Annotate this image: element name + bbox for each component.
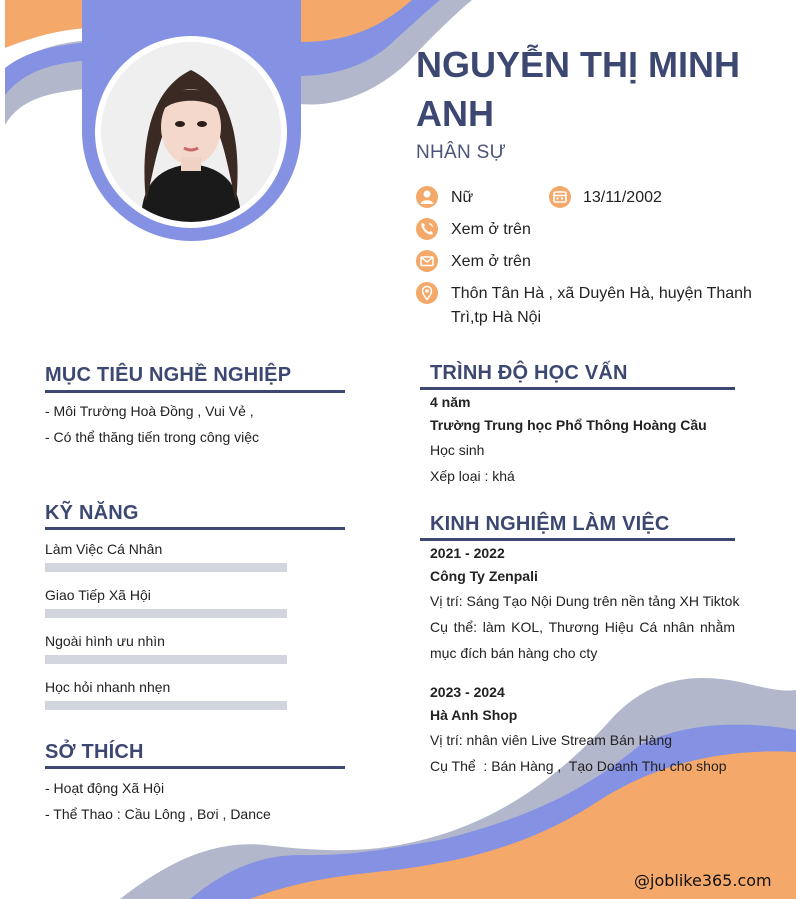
objective-item: - Môi Trường Hoà Đồng , Vui Vẻ , <box>45 403 254 419</box>
job-position: Vị trí: nhân viên Live Stream Bán Hàng <box>430 732 673 748</box>
education-heading: TRÌNH ĐỘ HỌC VẤN <box>430 362 628 384</box>
skill-label: Giao Tiếp Xã Hội <box>45 587 151 603</box>
job-detail: Cụ Thể : Bán Hàng , Tạo Doanh Thu cho shop <box>430 758 727 774</box>
education-school: Trường Trung học Phổ Thông Hoàng Cầu <box>430 417 707 433</box>
education-grade: Xếp loại : khá <box>430 468 515 484</box>
calendar-icon <box>549 186 571 208</box>
education-role: Học sinh <box>430 442 485 458</box>
skill-label: Làm Việc Cá Nhân <box>45 541 163 557</box>
skill-label: Ngoài hình ưu nhìn <box>45 633 165 649</box>
job-company: Công Ty Zenpali <box>430 568 538 584</box>
phone-value: Xem ở trên <box>451 221 531 238</box>
job-company: Hà Anh Shop <box>430 707 518 723</box>
email-icon <box>416 250 438 272</box>
skill-bar <box>45 609 287 618</box>
location-pin-icon <box>416 282 438 304</box>
profile-photo <box>101 42 281 222</box>
objective-item: - Có thể thăng tiến trong công việc <box>45 429 260 445</box>
job-period: 2023 - 2024 <box>430 684 505 700</box>
experience-heading: KINH NGHIỆM LÀM VIỆC <box>430 513 670 535</box>
job-detail: Cụ thể: làm KOL, Thương Hiệu Cá nhân nhằm <box>430 619 735 635</box>
skill-bar <box>45 701 287 710</box>
address-line-2: Trì,tp Hà Nội <box>451 309 542 326</box>
gender-value: Nữ <box>451 189 474 206</box>
site-watermark: @joblike365.com <box>634 871 772 890</box>
skill-bar <box>45 655 287 664</box>
skill-label: Học hỏi nhanh nhẹn <box>45 679 171 695</box>
job-period: 2021 - 2022 <box>430 545 505 561</box>
objective-heading: MỤC TIÊU NGHỀ NGHIỆP <box>45 364 292 386</box>
hobbies-heading: SỞ THÍCH <box>45 741 144 763</box>
education-divider <box>420 387 735 390</box>
phone-icon <box>416 218 438 240</box>
email-value: Xem ở trên <box>451 253 531 270</box>
skills-divider <box>45 527 345 530</box>
education-duration: 4 năm <box>430 394 471 410</box>
candidate-name: NGUYỄN THỊ MINH ANH <box>416 44 740 134</box>
hobbies-divider <box>45 766 345 769</box>
job-title: NHÂN SỰ <box>416 142 507 163</box>
objective-divider <box>45 390 345 393</box>
birthdate-value: 13/11/2002 <box>583 189 662 206</box>
job-detail: mục đích bán hàng cho cty <box>430 645 598 661</box>
address-line-1: Thôn Tân Hà , xã Duyên Hà, huyện Thanh <box>451 285 752 302</box>
skills-heading: KỸ NĂNG <box>45 502 139 524</box>
hobby-item: - Hoạt động Xã Hội <box>45 780 165 796</box>
experience-divider <box>420 538 735 541</box>
job-position: Vị trí: Sáng Tạo Nội Dung trên nền tảng XH Tiktok <box>430 593 740 609</box>
hobby-item: - Thể Thao : Cầu Lông , Bơi , Dance <box>45 806 271 822</box>
person-icon <box>416 186 438 208</box>
skill-bar <box>45 563 287 572</box>
